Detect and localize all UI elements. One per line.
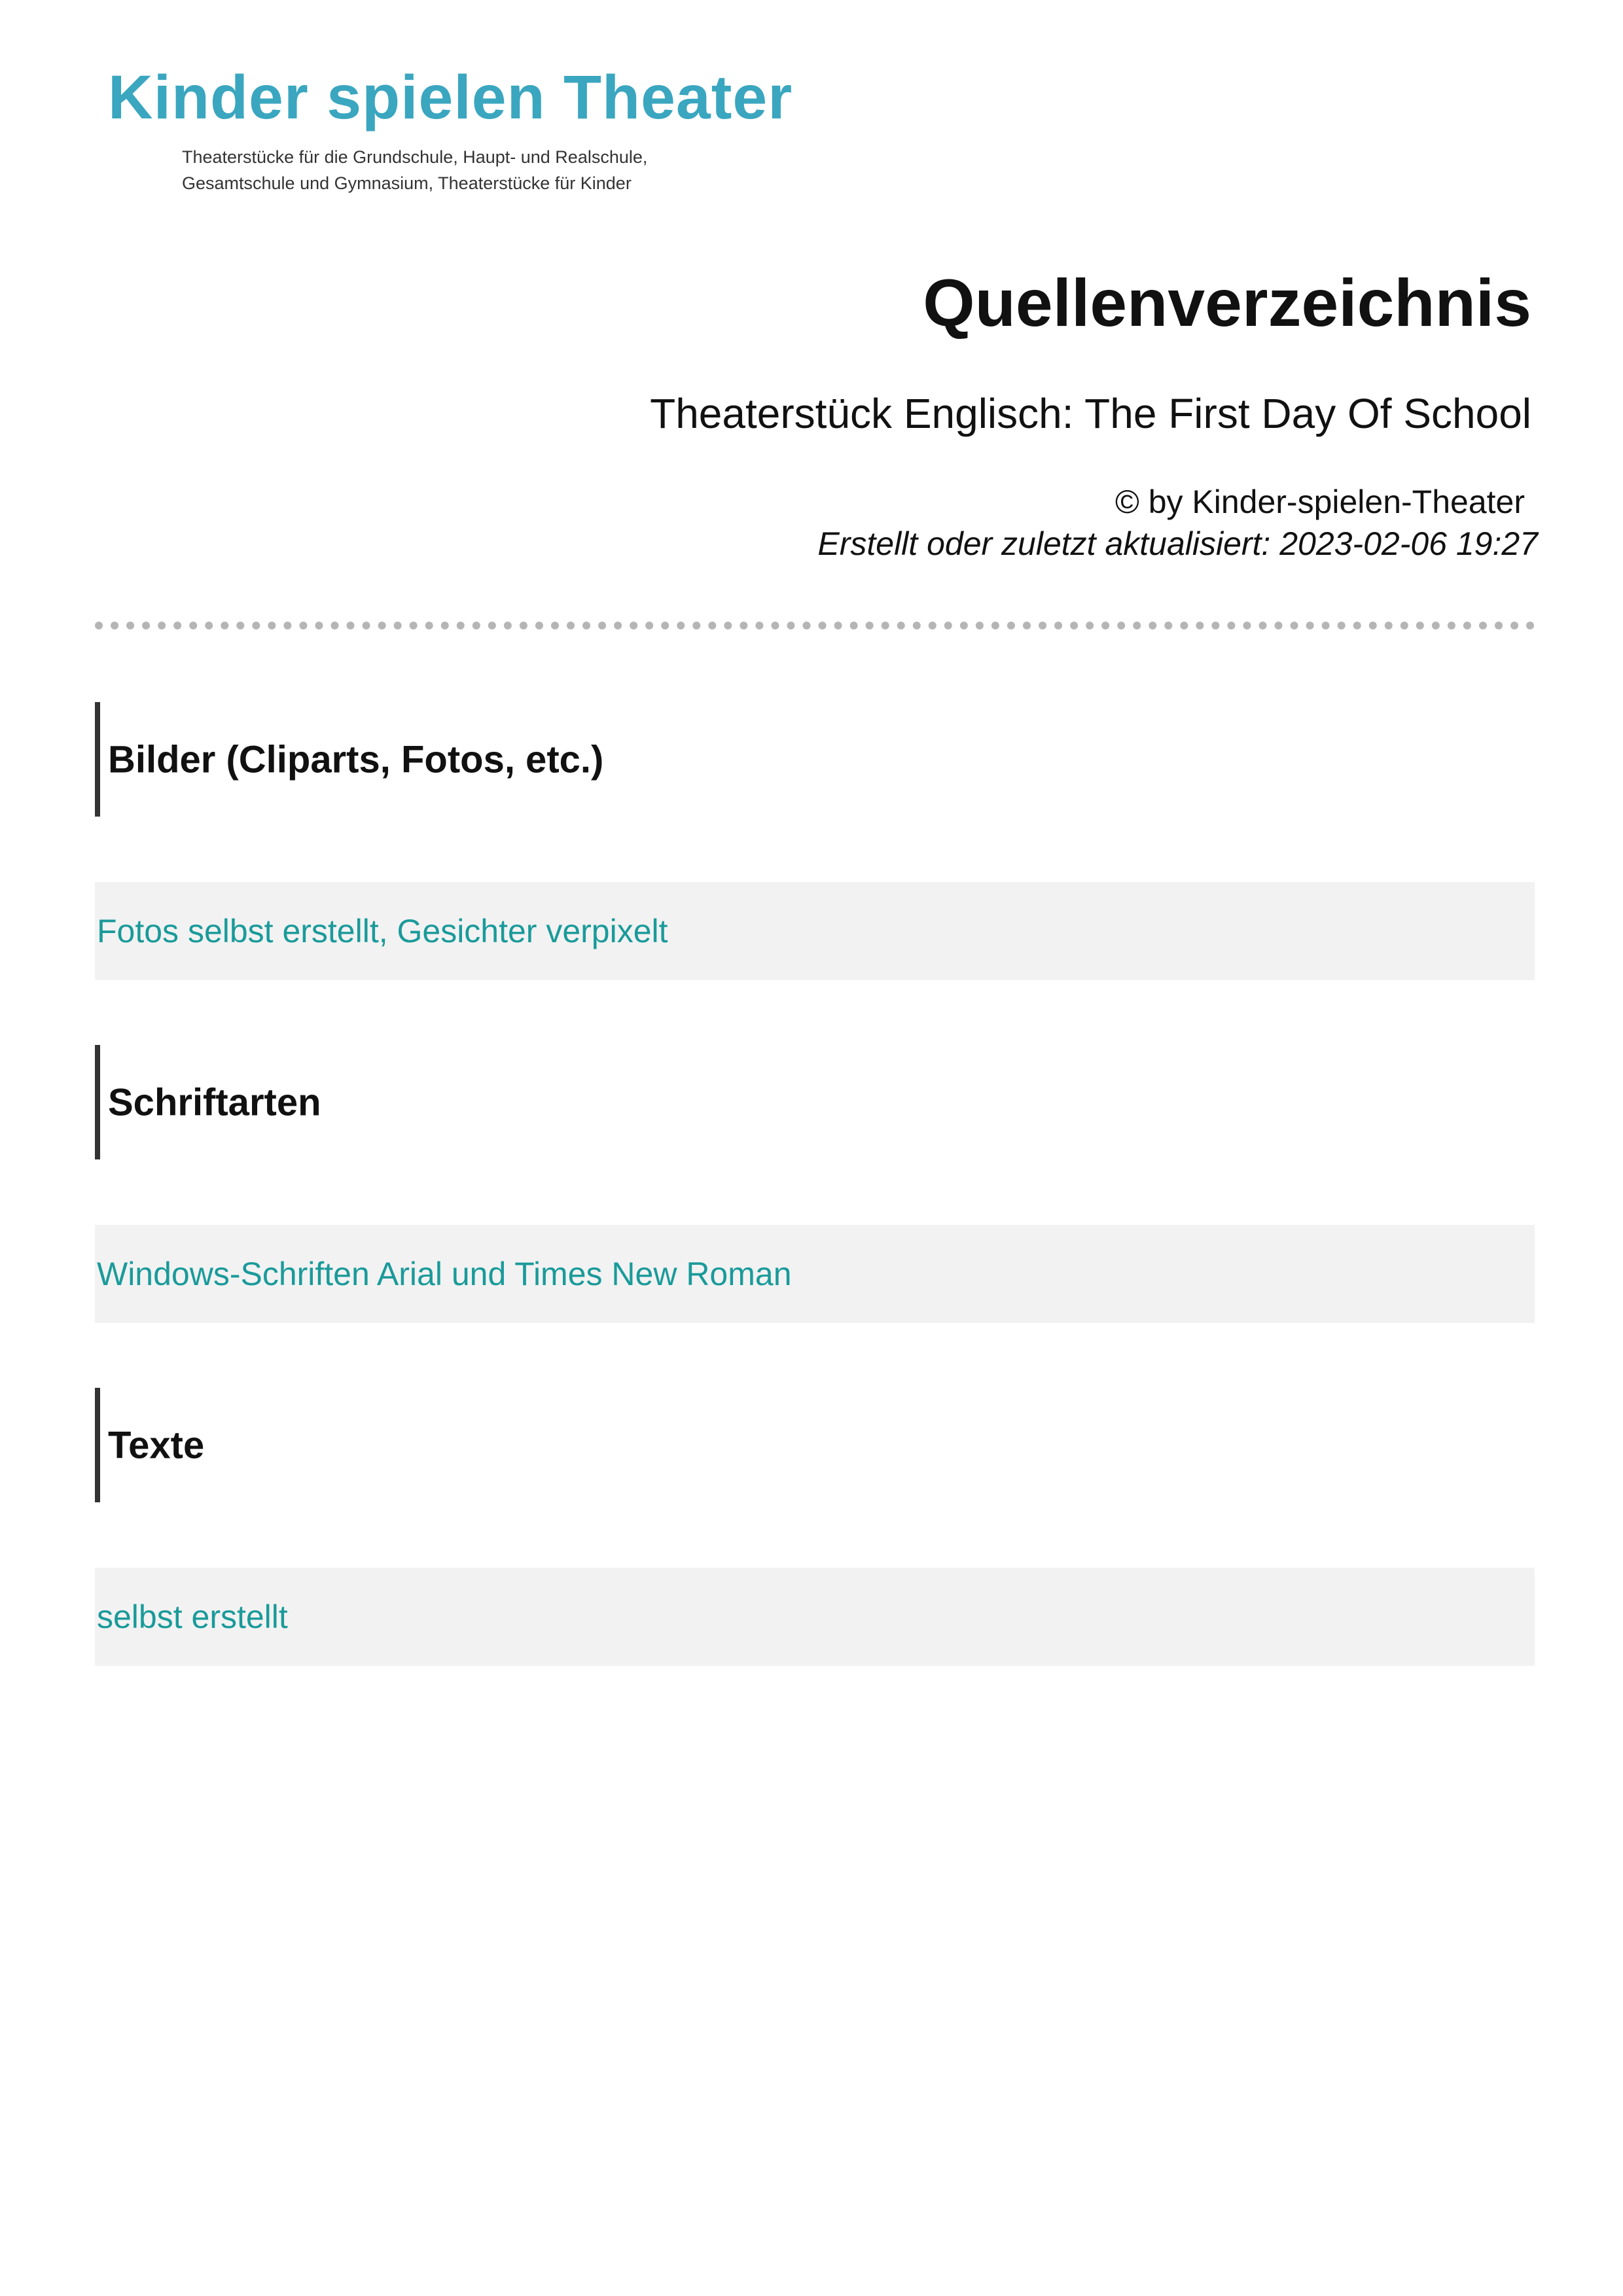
section-heading-images — [95, 702, 1535, 817]
logo-subtitle-line-1: Theaterstücke für die Grundschule, Haupt- und Realschule, — [182, 147, 648, 167]
section-content-text: Windows-Schriften Arial und Times New Roman — [97, 1256, 792, 1292]
section-content-text: selbst erstellt — [97, 1598, 288, 1635]
section-content-text: Fotos selbst erstellt, Gesichter verpixelt — [97, 913, 668, 949]
section-content-images — [95, 882, 1535, 980]
page-title: Quellenverzeichnis — [923, 266, 1531, 340]
site-logo — [95, 62, 808, 200]
section-content-texts — [95, 1568, 1535, 1666]
section-heading-text: Bilder (Cliparts, Fotos, etc.) — [108, 738, 604, 781]
section-content-fonts — [95, 1225, 1535, 1323]
logo-subtitle-line-2: Gesamtschule und Gymnasium, Theaterstücke für Kinder — [182, 173, 632, 193]
section-heading-fonts — [95, 1045, 1535, 1159]
copyright-notice: © by Kinder-spielen-Theater — [1115, 484, 1525, 520]
page-subtitle: Theaterstück Englisch: The First Day Of School — [650, 390, 1531, 437]
logo-subtitle — [182, 144, 647, 196]
section-heading-texts — [95, 1388, 1535, 1502]
section-heading-text: Texte — [108, 1424, 205, 1466]
logo-title: Kinder spielen Theater — [108, 63, 793, 132]
last-updated-timestamp: Erstellt oder zuletzt aktualisiert: 2023-02-06 19:27 — [817, 525, 1538, 562]
section-heading-text: Schriftarten — [108, 1081, 321, 1123]
header-divider — [95, 622, 1535, 629]
